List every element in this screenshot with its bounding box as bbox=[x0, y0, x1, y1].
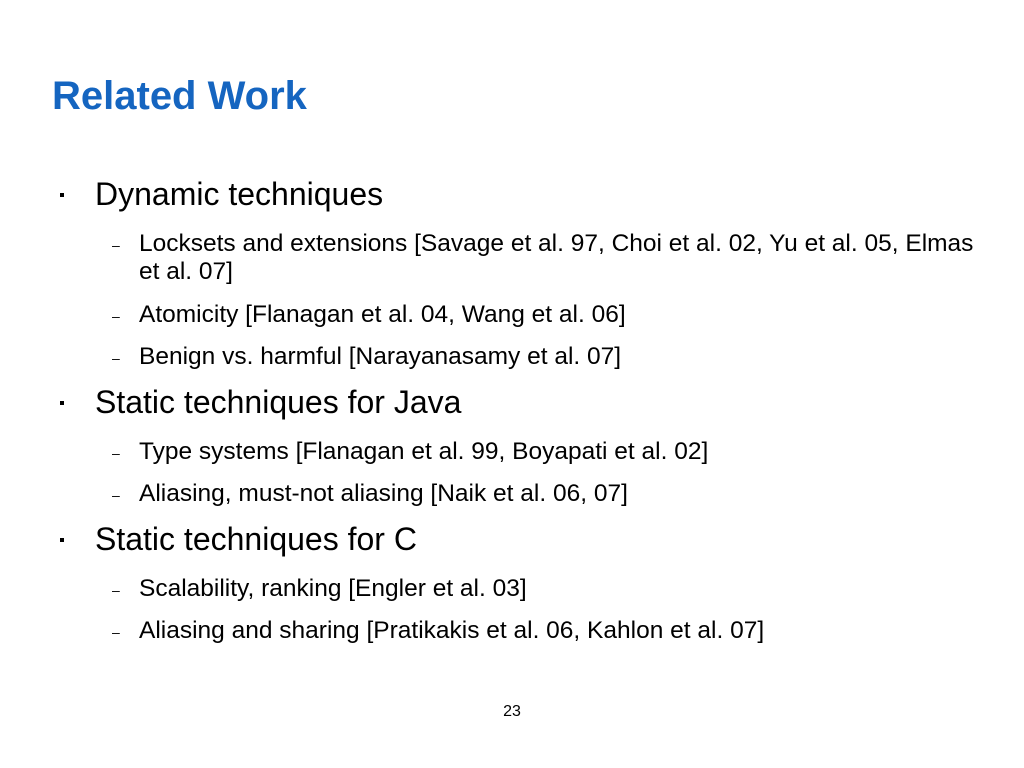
dash-bullet-icon: – bbox=[112, 308, 120, 324]
bullet-label: Static techniques for Java bbox=[95, 384, 462, 420]
dash-bullet-icon: – bbox=[112, 350, 120, 366]
dash-bullet-icon: – bbox=[112, 624, 120, 640]
dash-bullet-icon: – bbox=[112, 582, 120, 598]
square-bullet-icon bbox=[60, 401, 64, 405]
bullet-label: Dynamic techniques bbox=[95, 176, 384, 212]
sub-bullet-label: Scalability, ranking [Engler et al. 03] bbox=[139, 575, 527, 602]
dash-bullet-icon: – bbox=[112, 237, 120, 253]
bullet-label: Static techniques for C bbox=[95, 521, 417, 557]
dash-bullet-icon: – bbox=[112, 487, 120, 503]
square-bullet-icon bbox=[60, 193, 64, 197]
sub-bullet-label: Atomicity [Flanagan et al. 04, Wang et al. 06] bbox=[139, 301, 626, 328]
square-bullet-icon bbox=[60, 538, 64, 542]
sub-bullet-label: Benign vs. harmful [Narayanasamy et al. 07] bbox=[139, 343, 622, 370]
sub-bullet-label: Locksets and extensions [Savage et al. 97, Choi et al. 02, Yu et al. 05, Elmas et al. 07] bbox=[139, 230, 974, 285]
page-number: 23 bbox=[503, 703, 521, 720]
dash-bullet-icon: – bbox=[112, 445, 120, 461]
sub-bullet-label: Aliasing, must-not aliasing [Naik et al. 06, 07] bbox=[139, 480, 628, 507]
slide-title: Related Work bbox=[52, 74, 307, 118]
sub-bullet-label: Type systems [Flanagan et al. 99, Boyapati et al. 02] bbox=[139, 438, 709, 465]
sub-bullet-label: Aliasing and sharing [Pratikakis et al. 06, Kahlon et al. 07] bbox=[139, 617, 765, 644]
